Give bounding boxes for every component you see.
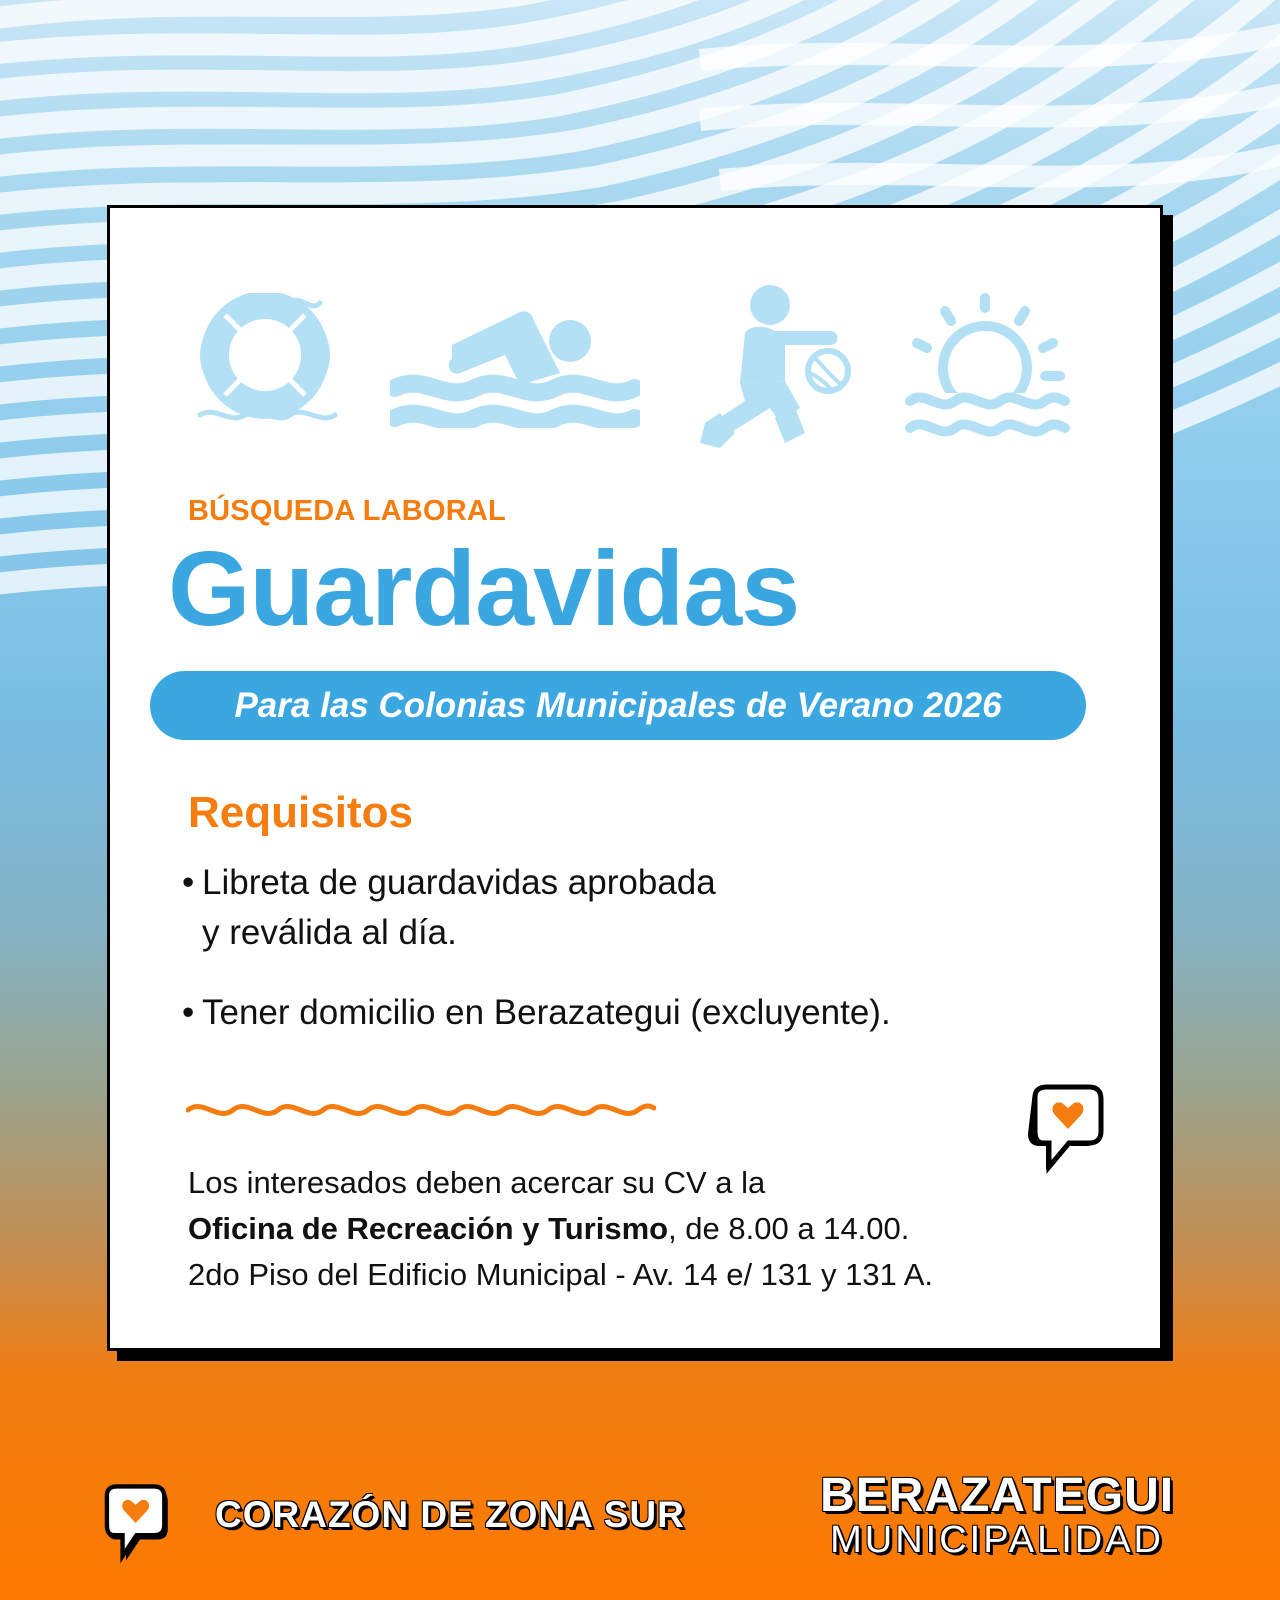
office-hours: , de 8.00 a 14.00. [668,1211,910,1246]
swimmer-icon [390,303,640,428]
basketball-player-icon [690,283,855,448]
job-posting-card [107,205,1163,1351]
slogan: CORAZÓN DE ZONA SUR [215,1494,685,1535]
heart-chat-logo-icon [98,1483,168,1563]
office-name: Oficina de Recreación y Turismo [188,1211,669,1246]
requirement-text: Tener domicilio en Berazategui (excluyente). [202,993,891,1032]
requirements-list [182,858,1062,1068]
bullet-icon: • [182,993,195,1032]
requirement-item [182,858,1062,958]
sunset-waves-icon [905,293,1070,438]
address: 2do Piso del Edificio Municipal - Av. 14 e/ 131 y 131 A. [188,1257,934,1292]
contact-line: Los interesados deben acercar su CV a la [188,1165,766,1200]
subtitle-text: Para las Colonias Municipales de Verano 2026 [234,685,1002,725]
municipality-logo [820,1469,1175,1561]
contact-info [188,1160,1108,1298]
requirement-text: y reválida al día. [202,913,457,952]
subtitle-pill [150,671,1086,740]
squiggle-divider [186,1098,656,1122]
requirement-item [182,988,1062,1038]
requirement-text: Libreta de guardavidas aprobada [202,863,716,902]
kicker-label: BÚSQUEDA LABORAL [188,495,506,527]
icons-row [195,283,1075,453]
brand-subtitle: MUNICIPALIDAD [830,1519,1164,1561]
brand-name: BERAZATEGUI [820,1469,1175,1522]
requirements-title: Requisitos [188,788,413,837]
bullet-icon: • [182,863,195,902]
page-title: Guardavidas [168,530,800,648]
lifebuoy-icon [195,293,340,428]
